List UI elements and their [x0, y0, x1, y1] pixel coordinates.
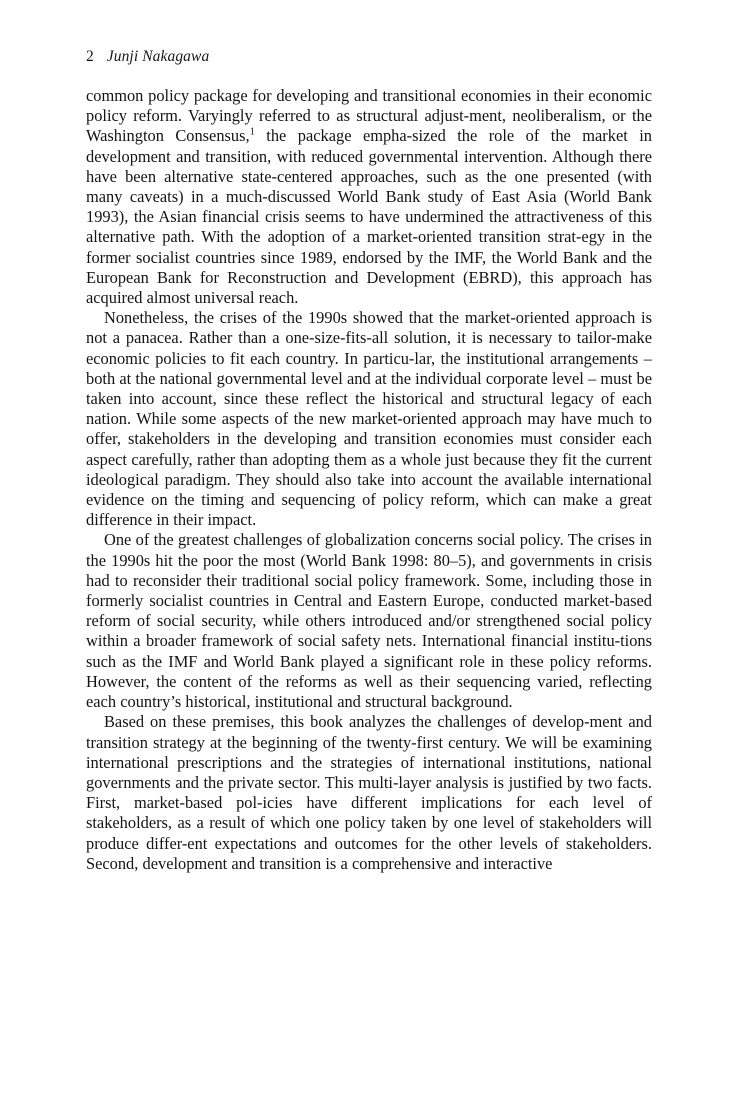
- footnote-reference-1[interactable]: 1: [249, 126, 255, 138]
- paragraph-3: One of the greatest challenges of globalization concerns social policy. The crises in the 1990s hit the poor the most (World Bank 1998: 80–5), and governments in crisis had to reconsider their traditional social policy framework. Some, including those in formerly socialist countries in Central and Eastern Europe, conducted market-based reform of social security, while others introduced and/or strengthened social policy within a broader framework of social safety nets. International financial institu-tions such as the IMF and World Bank played a significant role in these policy reforms. However, the content of the reforms as well as their sequencing varied, reflecting each country’s historical, institutional and structural background.: [86, 530, 652, 712]
- running-head: [86, 48, 652, 70]
- paragraph-1: [86, 86, 652, 308]
- body-text-block: [86, 86, 652, 874]
- paragraph-1-text-before-note: common policy package for developing and transitional economies in their economic policy reform. Varyingly referred to as structural adjust-ment, neoliberalism, or the Washington Consensus,: [86, 86, 652, 146]
- paragraph-2: Nonetheless, the crises of the 1990s showed that the market-oriented approach is not a panacea. Rather than a one-size-fits-all solution, it is necessary to tailor-make economic policies to fit each country. In particu-lar, the institutional arrangements – both at the national governmental level and at the individual corporate level – must be taken into account, since these reflect the historical and structural legacy of each nation. While some aspects of the new market-oriented approach may have much to offer, stakeholders in the developing and transition economies must consider each aspect carefully, rather than adopting them as a whole just because they fit the current ideological paradigm. They should also take into account the available international evidence on the timing and sequencing of policy reform, which can make a great difference in their impact.: [86, 308, 652, 530]
- running-head-title: Junji Nakagawa: [106, 48, 210, 65]
- paragraph-1-text-after-note: the package empha-sized the role of the market in development and transition, with reduced governmental intervention. Although there have been alternative state-centered approaches, such as the one presented (with many caveats) in a much-discussed World Bank study of East Asia (World Bank 1993), the Asian financial crisis seems to have undermined the attractiveness of this alternative path. With the adoption of a market-oriented transition strat-egy in the former socialist countries since 1989, endorsed by the IMF, the World Bank and the European Bank for Reconstruction and Development (EBRD), this approach has acquired almost universal reach.: [86, 126, 652, 308]
- page-number: 2: [86, 48, 94, 65]
- paragraph-4: Based on these premises, this book analyzes the challenges of develop-ment and transition strategy at the beginning of the twenty-first century. We will be examining international prescriptions and the strategies of international institutions, national governments and the private sector. This multi-layer analysis is justified by two facts. First, market-based pol-icies have different implications for each level of stakeholders, as a result of which one policy taken by one level of stakeholders will produce differ-ent expectations and outcomes for the other levels of stakeholders. Second, development and transition is a comprehensive and interactive: [86, 712, 652, 873]
